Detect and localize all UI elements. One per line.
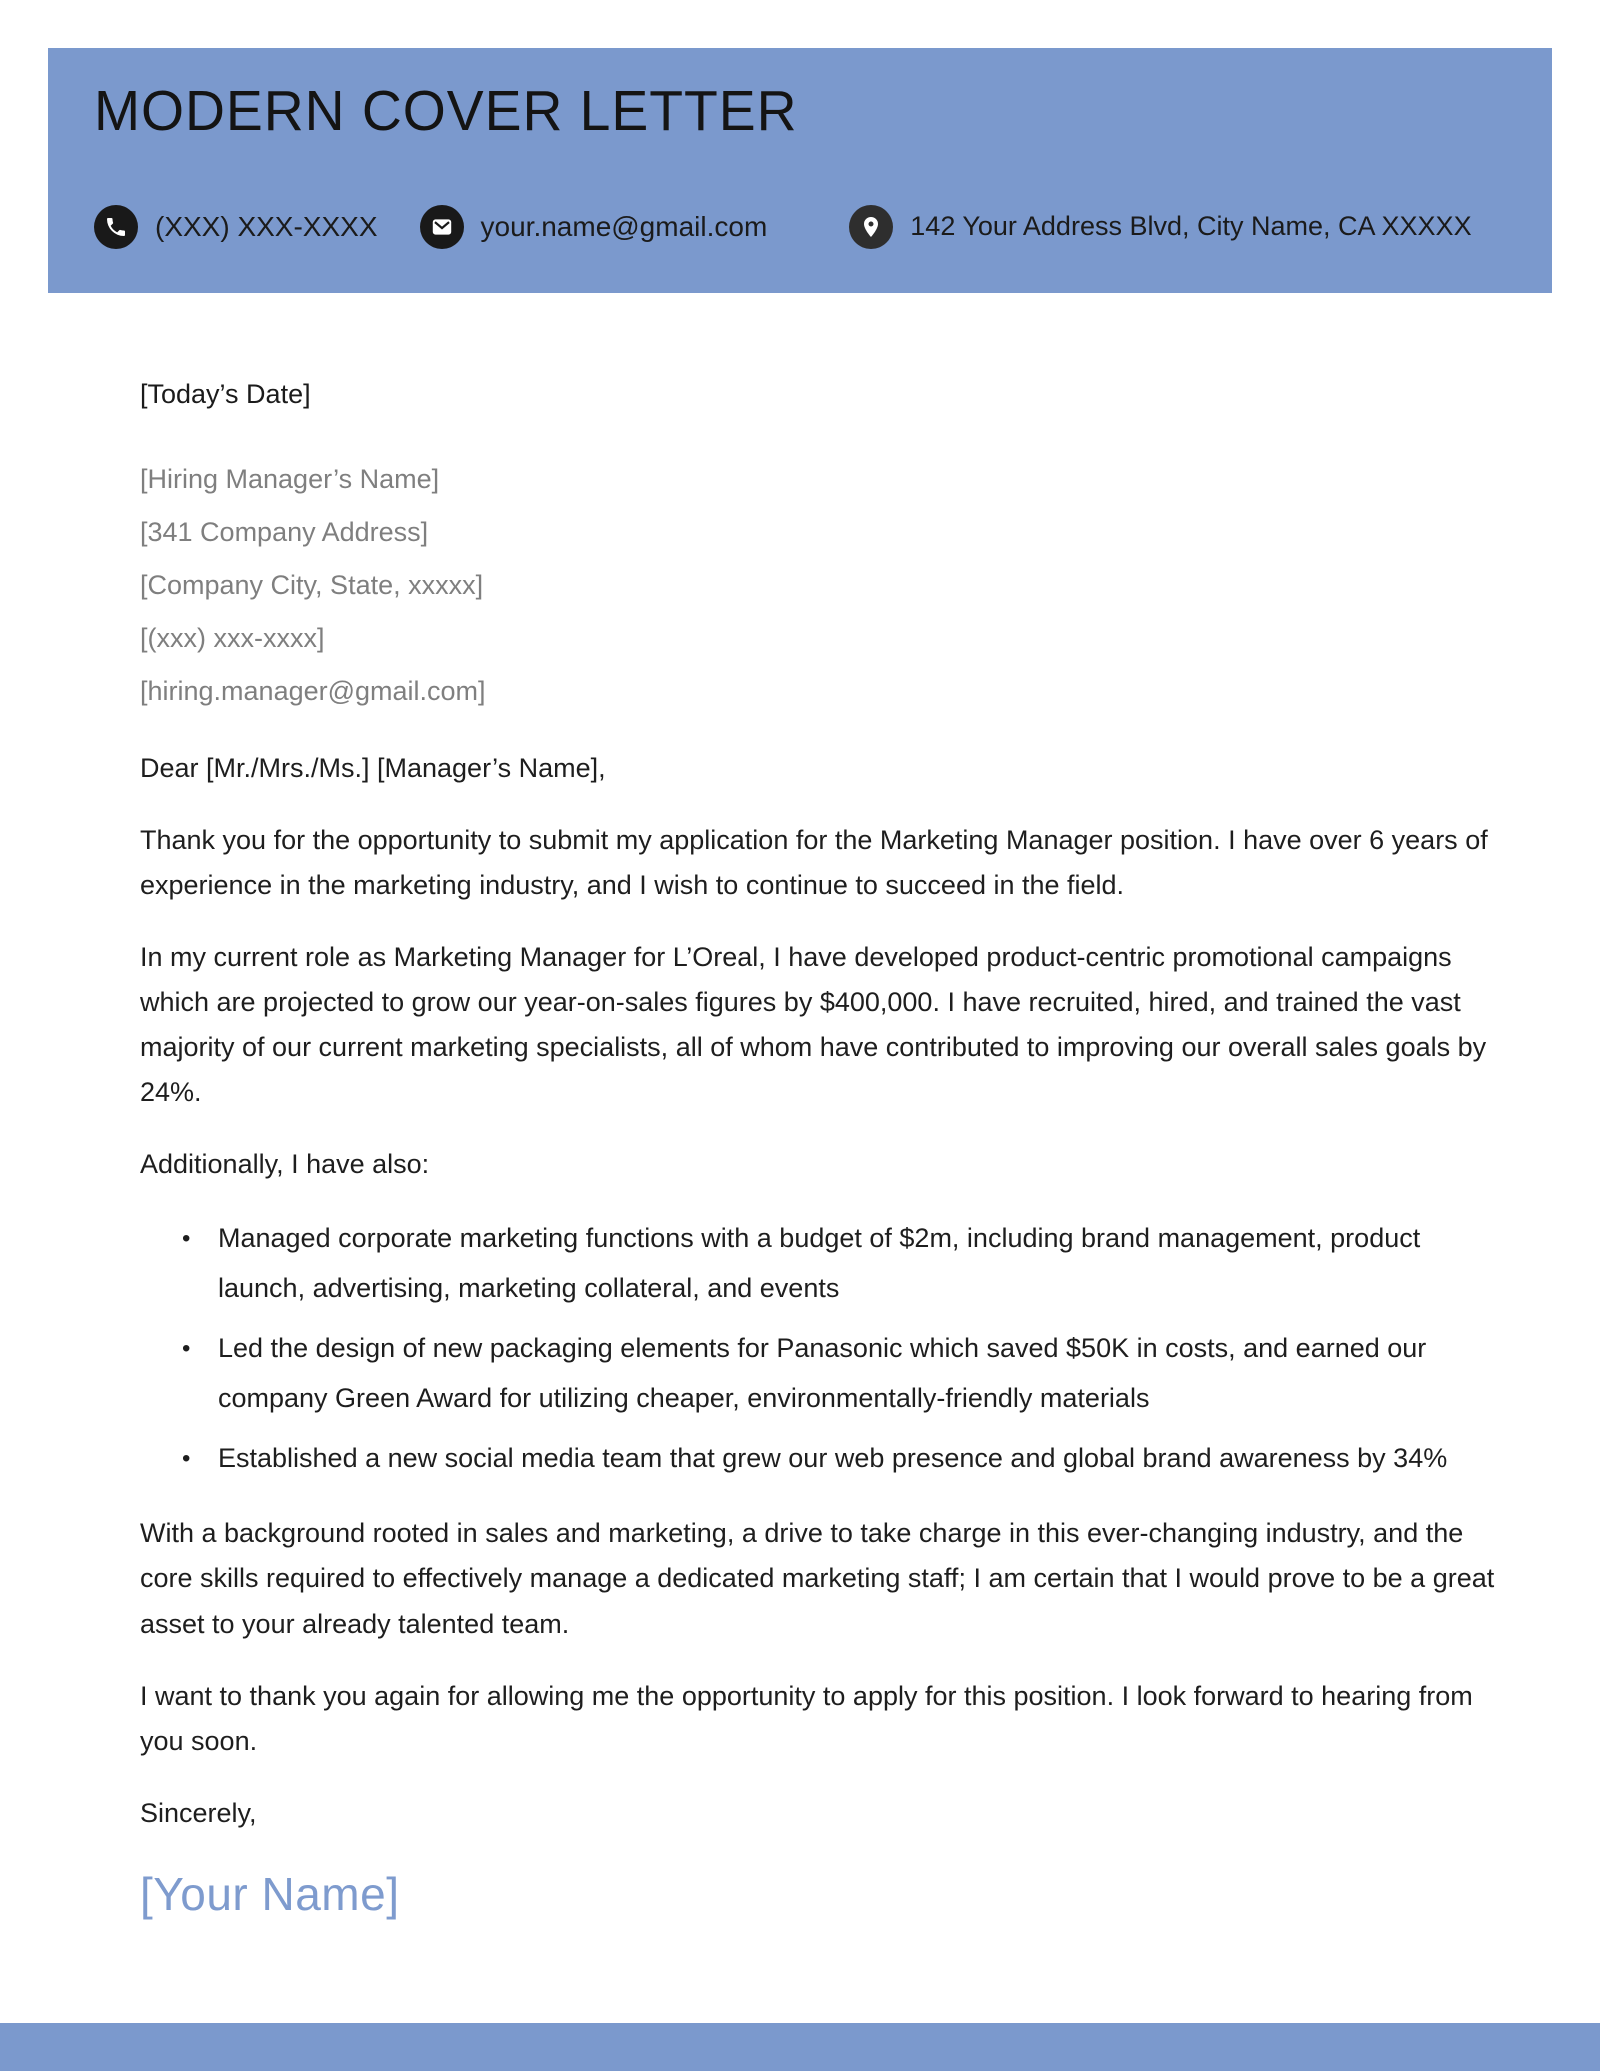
contact-phone: [94, 205, 378, 249]
bullet-text: Led the design of new packaging elements for Panasonic which saved $50K in costs, and earned our company Green Award for utilizing cheaper, environmentally-friendly materials: [218, 1333, 1427, 1414]
paragraph-current-role: In my current role as Marketing Manager for L’Oreal, I have developed product-centric promotional campaigns which are projected to grow our year-on-sales figures by $400,000. I have recruited, hired, and trained the vast majority of our current marketing specialists, all of whom have contributed to improving our overall sales goals by 24%.: [140, 941, 1487, 1108]
contact-row: [94, 205, 1552, 249]
achievement-list: [140, 1214, 1498, 1484]
email-address: your.name@gmail.com: [480, 210, 768, 242]
closing-line: Sincerely,: [140, 1797, 257, 1828]
envelope-icon: [420, 205, 464, 249]
page-title: MODERN COVER LETTER: [94, 79, 798, 143]
bullet-marker: •: [182, 1335, 191, 1363]
recipient-email: [hiring.manager@gmail.com]: [140, 675, 486, 706]
paragraph-intro: Thank you for the opportunity to submit my application for the Marketing Manager position. I have over 6 years of experience in the marketing industry, and I wish to continue to succeed in the field.: [140, 824, 1488, 900]
list-item: [182, 1214, 1498, 1314]
recipient-block: [140, 453, 1498, 718]
contact-address: [849, 205, 1471, 249]
letter-body: [140, 372, 1498, 1933]
phone-icon: [94, 205, 138, 249]
location-pin-icon: [849, 205, 893, 249]
contact-email: [420, 205, 768, 249]
mailing-address: 142 Your Address Blvd, City Name, CA XXXXX: [910, 211, 1472, 242]
list-item: [182, 1434, 1498, 1484]
bullets-intro-line: Additionally, I have also:: [140, 1149, 430, 1180]
header-band: [48, 48, 1552, 293]
paragraph-thanks: I want to thank you again for allowing me the opportunity to apply for this position. I look forward to hearing from you soon.: [140, 1680, 1473, 1756]
recipient-city-state: [Company City, State, xxxxx]: [140, 569, 484, 600]
recipient-phone: [(xxx) xxx-xxxx]: [140, 622, 325, 653]
phone-number: (XXX) XXX-XXXX: [155, 210, 378, 242]
bullet-marker: •: [182, 1225, 191, 1253]
footer-band: [0, 2023, 1600, 2071]
bullet-text: Managed corporate marketing functions with a budget of $2m, including brand management, product launch, advertising, marketing collateral, and events: [218, 1223, 1421, 1304]
signature-placeholder: [Your Name]: [140, 1867, 400, 1920]
recipient-name: [Hiring Manager’s Name]: [140, 464, 440, 495]
bullet-text: Established a new social media team that grew our web presence and global brand awareness by 34%: [218, 1442, 1448, 1473]
paragraph-background: With a background rooted in sales and marketing, a drive to take charge in this ever-changing industry, and the core skills required to effectively manage a dedicated marketing staff; I am certain that I would prove to be a great asset to your already talented team.: [140, 1518, 1495, 1639]
list-item: [182, 1324, 1498, 1424]
greeting-line: Dear [Mr./Mrs./Ms.] [Manager’s Name],: [140, 752, 606, 783]
date-placeholder: [Today’s Date]: [140, 379, 311, 409]
bullet-marker: •: [182, 1444, 191, 1472]
recipient-company-address: [341 Company Address]: [140, 516, 429, 547]
